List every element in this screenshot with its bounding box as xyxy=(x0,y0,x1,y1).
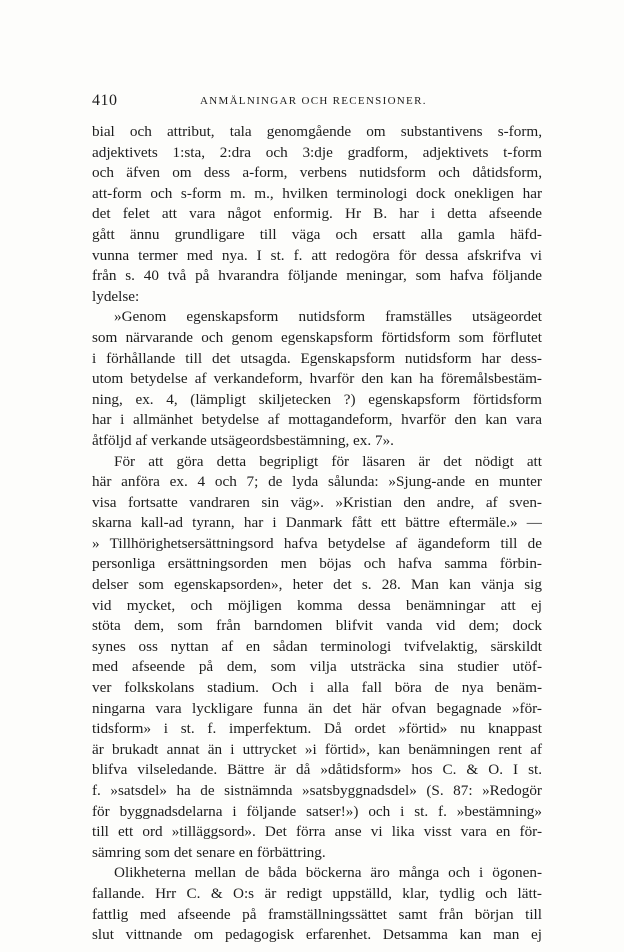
text-line: personliga ersättningsorden men böjas och hafva samma förbin- xyxy=(92,555,542,573)
text-line: ver folkskolans stadium. Och i alla fall böra de nya benäm- xyxy=(92,679,542,697)
text-line: med afseende på dem, som vilja utsträcka sina studier utöf- xyxy=(92,658,542,676)
text-line: adjektivets 1:sta, 2:dra och 3:dje gradform, adjektivets t-form xyxy=(92,143,542,161)
text-line: fallande. Hrr C. & O:s är redigt uppställd, klar, tydlig och lätt- xyxy=(92,884,542,902)
page-header xyxy=(92,92,540,110)
page-number: 410 xyxy=(92,92,118,109)
text-line: sämring som det senare en förbättring. xyxy=(92,843,326,861)
text-line: till ett ord »tilläggsord». Det förra anse vi lika visst vara en för- xyxy=(92,823,542,841)
text-line: vunna termer med nya. I st. f. att redogöra för dessa afskrifva vi xyxy=(92,246,542,264)
body-text xyxy=(92,122,542,946)
text-line: skarna kall-ad tyrann, har i Danmark fått ett bättre eftermäle.» — xyxy=(92,514,542,532)
text-line: tidsform» i st. f. imperfektum. Då ordet »förtid» nu knappast xyxy=(92,720,542,738)
text-line: utom betydelse af verkandeform, hvarför den kan ha föremålsbestäm- xyxy=(92,370,542,388)
text-line: att-form och s-form m. m., hvilken terminologi dock onekligen har xyxy=(92,184,542,202)
text-line: ning, ex. 4, (lämpligt skiljetecken ?) egenskapsform förtidsform xyxy=(92,390,542,408)
text-line: »Genom egenskapsform nutidsform framställes utsägeordet xyxy=(114,308,542,326)
text-line: och äfven om dess a-form, verbens nutidsform och dåtidsform, xyxy=(92,164,542,182)
text-line: vid mycket, och möjligen komma dessa benämningar att ej xyxy=(92,596,542,614)
text-line: slut vittnande om pedagogisk erfarenhet. Detsamma kan man ej xyxy=(92,926,542,944)
text-line: åtföljd af verkande utsägeordsbestämning, ex. 7». xyxy=(92,431,394,449)
text-line: För att göra detta begripligt för läsaren är det nödigt att xyxy=(114,452,542,470)
text-line: blifva vilseledande. Bättre är då »dåtidsform» hos C. & O. I st. xyxy=(92,761,542,779)
text-line: stöta dem, som från barndomen blifvit vanda vid dem; dock xyxy=(92,617,542,635)
text-line: har i allmänhet betydelse af mottagandeform, hvarför den kan vara xyxy=(92,411,542,429)
text-line: gått ännu grundligare till väga och ersatt alla gamla häfd- xyxy=(92,225,542,243)
text-line: Olikheterna mellan de båda böckerna äro många och i ögonen- xyxy=(114,864,542,882)
text-line: synes oss nyttan af en sådan terminologi tvifvelaktig, särskildt xyxy=(92,637,542,655)
text-line: fattlig med afseende på framställningssättet samt från början till xyxy=(92,905,542,923)
text-line: för byggnadsdelarna i följande satser!») och i st. f. »bestämning» xyxy=(92,802,542,820)
text-line: från s. 40 två på hvarandra följande meningar, som hafva följande xyxy=(92,267,542,285)
text-line: delser som egenskapsorden», heter det s. 28. Man kan vänja sig xyxy=(92,576,542,594)
text-line: bial och attribut, tala genomgående om substantivens s-form, xyxy=(92,123,542,140)
text-line: som närvarande och genom egenskapsform förtidsform som förflutet xyxy=(92,328,542,346)
text-line: här anföra ex. 4 och 7; de lyda sålunda: »Sjung-ande en munter xyxy=(92,473,542,491)
text-line: är brukadt annat än i uttrycket »i förtid», kan benämningen rent af xyxy=(92,740,542,758)
text-line: f. »satsdel» ha de sistnämnda »satsbyggnadsdel» (S. 87: »Redogör xyxy=(92,782,542,799)
text-line: i förhållande till det utsagda. Egenskapsform nutidsform har dess- xyxy=(92,349,542,367)
text-line: ningarna vara lyckligare funna än det här ofvan begagnade »för- xyxy=(92,699,542,717)
text-line: » Tillhörighetsersättningsord hafva betydelse af ägandeform till de xyxy=(92,534,542,552)
text-line: visa fortsatte vandraren sin väg». »Kristian den andre, af sven- xyxy=(92,493,542,511)
running-head: ANMÄLNINGAR OCH RECENSIONER. xyxy=(200,95,427,107)
text-line: det felet att vara något enformig. Hr B. har i detta afseende xyxy=(92,205,542,223)
text-line: lydelse: xyxy=(92,287,140,305)
